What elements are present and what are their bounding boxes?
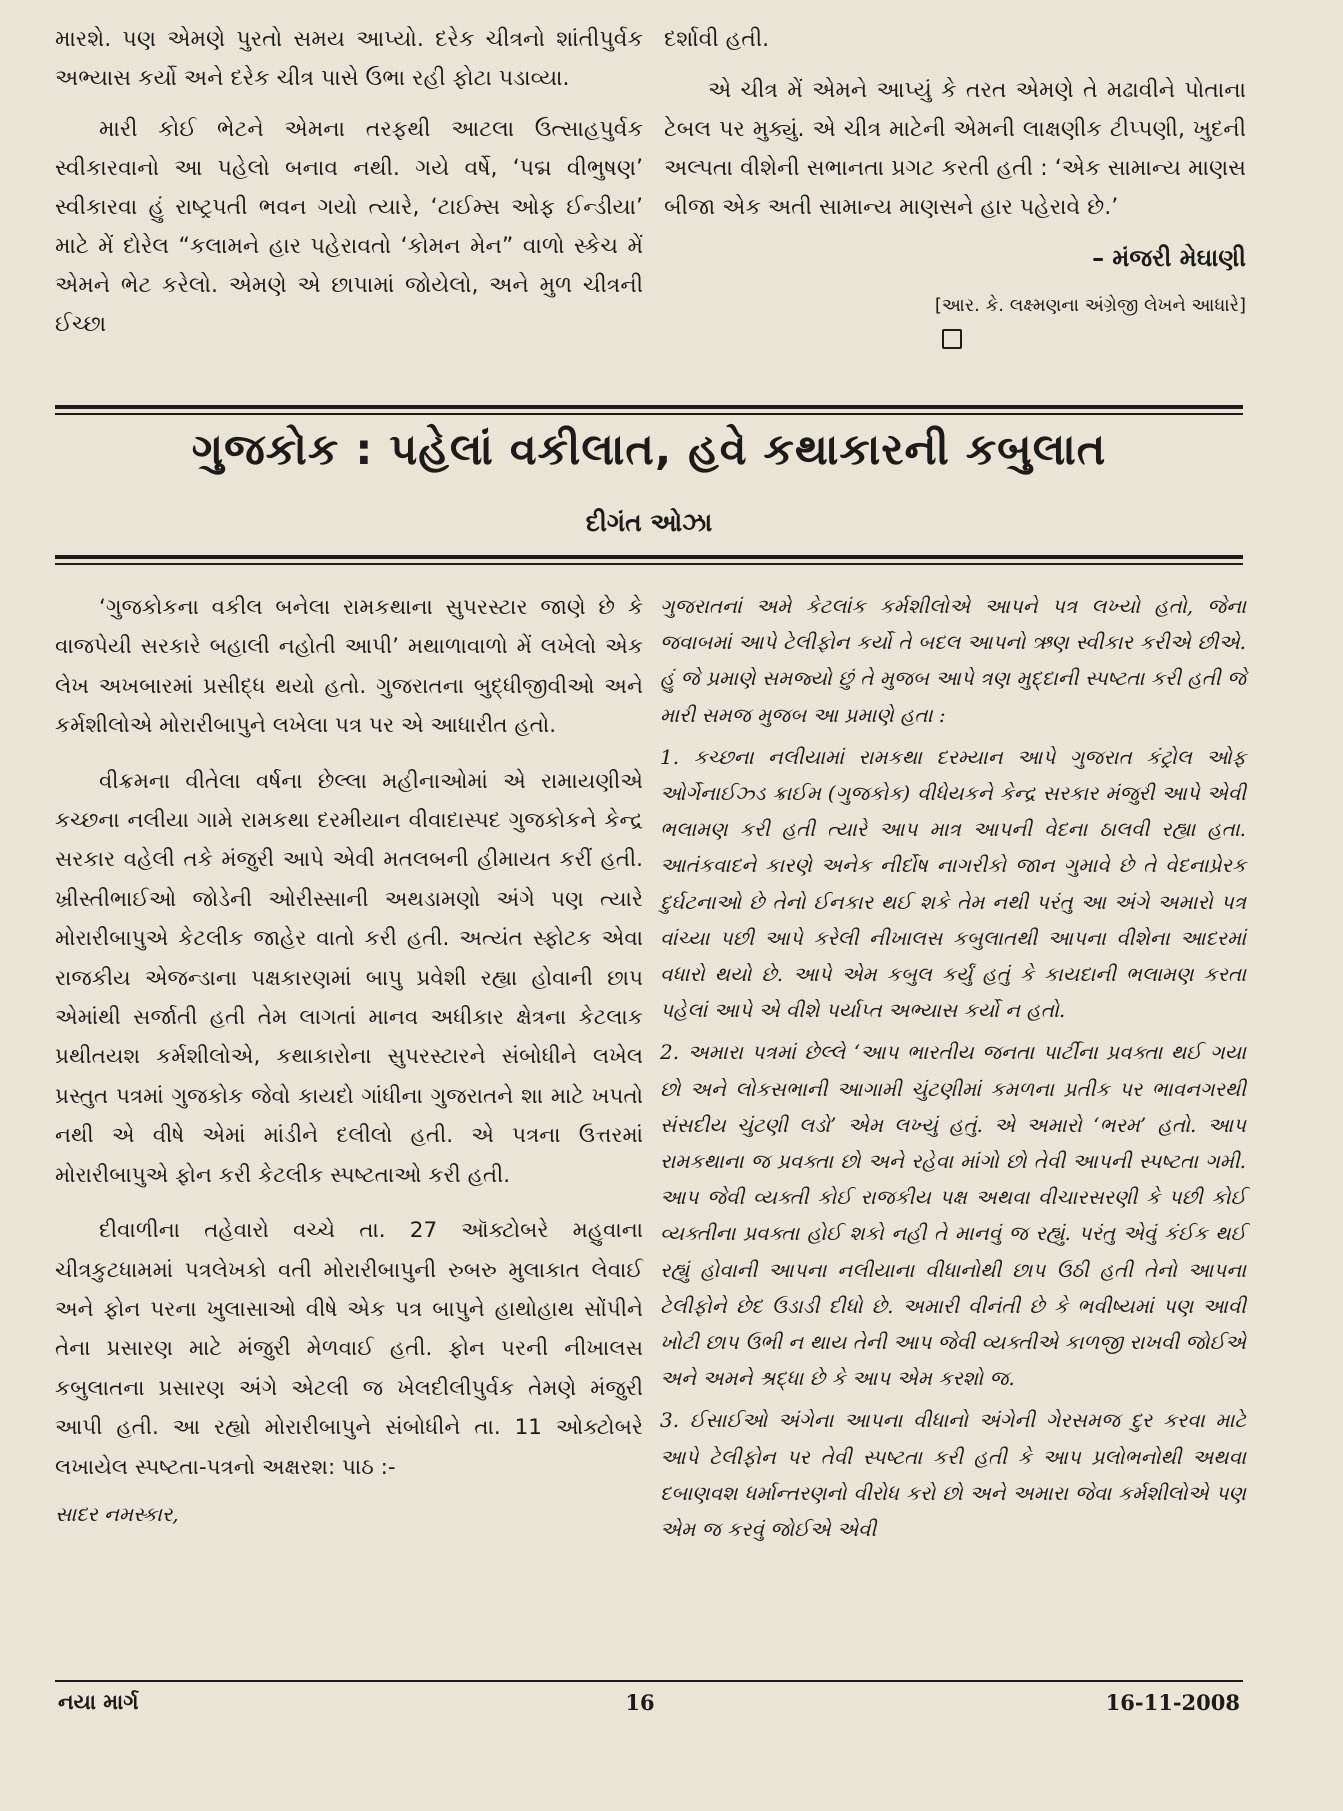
letter-point: 3. ઈસાઈઓ અંગેના આપના વીધાનો અંગેની ગેરસમજ દુર કરવા માટે આપે ટેલીફોન પર તેવી સ્પષ્ટતા કરી હતી કે આપ પ્રલોભનોથી અથવા દબાણવશ ધર્માન્તરણનો વીરોધ કરો છો અને અમારા જેવા કર્મશીલોએ પણ એમ જ કરવું જોઈએ એવી bbox=[660, 1408, 1246, 1542]
article-headline: ગુજકોક : પહેલાં વકીલાત, હવે કથાકારની કબુલાત bbox=[191, 425, 1107, 475]
previous-article-left-column bbox=[55, 20, 643, 344]
previous-article-signature: – મંજરી મેઘાણી bbox=[1092, 244, 1246, 272]
previous-article-source-note: [આર. કે. લક્ષ્મણના અંગ્રેજી લેખને આધારે] bbox=[934, 295, 1246, 316]
previous-article-paragraph: મારી કોઈ ભેટને એમના તરફથી આટલા ઉત્સાહપુર્વક સ્વીકારવાનો આ પહેલો બનાવ નથી. ગયે વર્ષે, ‘પદ્મ વીભુષણ’ સ્વીકારવા હું રાષ્ટ્રપતી ભવન ગયો ત્યારે, ‘ટાઈમ્સ ઓફ ઈન્ડીયા’ માટે મેં દોરેલ “કલામને હાર પહેરાવતો ‘કોમન મેન” વાળો સ્કેચ મેં એમને ભેટ કરેલો. એમણે એ છાપામાં જોયેલો, અને મુળ ચીત્રની ઈચ્છા bbox=[55, 117, 643, 337]
byline-divider-thin bbox=[55, 563, 1243, 565]
letter-paragraph: ગુજરાતનાં અમે કેટલાંક કર્મશીલોએ આપને પત્ર લખ્યો હતો, જેના જવાબમાં આપે ટેલીફોન કર્યો તે બદલ આપનો ઋણ સ્વીકાર કરીએ છીએ. હું જે પ્રમાણે સમજ્યો છું તે મુજબ આપે ત્રણ મુદ્દાની સ્પષ્ટતા કરી હતી જે મારી સમજ મુજબ આ પ્રમાણે હતા : bbox=[660, 594, 1246, 727]
end-of-article-box-icon bbox=[942, 329, 962, 349]
article-left-column bbox=[55, 588, 643, 1534]
previous-article-paragraph: મારશે. પણ એમણે પુરતો સમય આપ્યો. દરેક ચીત્રનો શાંતીપુર્વક અભ્યાસ કર્યો અને દરેક ચીત્ર પાસે ઉભા રહી ફોટા પડાવ્યા. bbox=[55, 27, 643, 91]
byline-divider-thick bbox=[55, 555, 1243, 559]
previous-article-paragraph: એ ચીત્ર મેં એમને આપ્યું કે તરત એમણે તે મઢાવીને પોતાના ટેબલ પર મુક્યું. એ ચીત્ર માટેની એમની લાક્ષણીક ટીપ્પણી, ખુદની અલ્પતા વીશેની સભાનતા પ્રગટ કરતી હતી : ‘એક સામાન્ય માણસ બીજા એક અતી સામાન્ય માણસને હાર પહેરાવે છે.’ bbox=[664, 78, 1246, 220]
issue-date: 16-11-2008 bbox=[1105, 1690, 1240, 1715]
previous-article-right-column bbox=[664, 20, 1246, 349]
page-number: 16 bbox=[625, 1690, 655, 1715]
section-divider-thick bbox=[55, 405, 1243, 409]
letter-point: 2. અમારા પત્રમાં છેલ્લે ‘આપ ભારતીય જનતા પાર્ટીના પ્રવક્તા થઈ ગયા છો અને લોકસભાની આગામી ચુંટણીમાં કમળના પ્રતીક પર ભાવનગરથી સંસદીય ચુંટણી લડો’ એમ લખ્યું હતું. એ અમારો ‘ભરમ’ હતો. આપ રામકથાના જ પ્રવક્તા છો અને રહેવા માંગો છો તેવી આપની સ્પષ્ટતા ગમી. આપ જેવી વ્યક્તી કોઈ રાજકીય પક્ષ અથવા વીચારસરણી કે પછી કોઈ વ્યક્તીના પ્રવક્તા હોઈ શકો નહી તે માનવું જ રહ્યું. પરંતુ એવું કંઈક થઈ રહ્યું હોવાની આપના નલીયાના વીધાનોથી છાપ ઉઠી હતી તેનો આપના ટેલીફોને છેદ ઉડાડી દીધો છે. અમારી વીનંતી છે કે ભવીષ્યમાં પણ આવી ખોટી છાપ ઉભી ન થાય તેની આપ જેવી વ્યક્તીએ કાળજી રાખવી જોઈએ અને અમને શ્રદ્ધા છે કે આપ એમ કરશો જ. bbox=[660, 1040, 1246, 1391]
letter-salutation: સાદર નમસ્કાર, bbox=[55, 1501, 179, 1526]
article-right-column bbox=[660, 588, 1246, 1547]
publication-name: નયા માર્ગ bbox=[58, 1690, 139, 1714]
article-paragraph: ‘ગુજકોકના વકીલ બનેલા રામકથાના સુપરસ્ટાર જાણે છે કે વાજપેયી સરકારે બહાલી નહોતી આપી’ મથાળાવાળો મેં લખેલો એક લેખ અખબારમાં પ્રસીદ્ધ થયો હતો. ગુજરાતના બુદ્ધીજીવીઓ અને કર્મશીલોએ મોરારીબાપુને લખેલા પત્ર પર એ આધારીત હતો. bbox=[55, 595, 643, 739]
previous-article-paragraph: દર્શાવી હતી. bbox=[664, 27, 770, 52]
footer-divider bbox=[55, 1680, 1243, 1682]
article-paragraph: દીવાળીના તહેવારો વચ્ચે તા. 27 ઑક્ટોબરે મહુવાના ચીત્રકુટધામમાં પત્રલેખકો વતી મોરારીબાપુની રુબરુ મુલાકાત લેવાઈ અને ફોન પરના ખુલાસાઓ વીષે એક પત્ર બાપુને હાથોહાથ સોંપીને તેના પ્રસારણ માટે મંજુરી મેળવાઈ હતી. ફોન પરની નીખાલસ કબુલાતના પ્રસારણ અંગે એટલી જ ખેલદીલીપુર્વક તેમણે મંજુરી આપી હતી. આ રહ્યો મોરારીબાપુને સંબોધીને તા. 11 ઓક્ટોબરે લખાયેલ સ્પષ્ટતા-પત્રનો અક્ષરશ: પાઠ :- bbox=[55, 1218, 643, 1480]
section-divider-thin bbox=[55, 413, 1243, 415]
article-paragraph: વીક્રમના વીતેલા વર્ષના છેલ્લા મહીનાઓમાં એ રામાયણીએ કચ્છના નલીયા ગામે રામકથા દરમીયાન વીવાદાસ્પદ ગુજકોકને કેન્દ્ર સરકાર વહેલી તકે મંજુરી આપે એવી મતલબની હીમાયત કરીં હતી. ખ્રીસ્તીભાઈઓ જોડેની ઓરીસ્સાની અથડામણો અંગે પણ ત્યારે મોરારીબાપુએ કેટલીક જાહેર વાતો કરી હતી. અત્યંત સ્ફોટક એવા રાજકીય એજન્ડાના પક્ષકારણમાં બાપુ પ્રવેશી રહ્યા હોવાની છાપ એમાંથી સર્જાતી હતી તેમ લાગતાં માનવ અધીકાર ક્ષેત્રના કેટલાક પ્રથીતયશ કર્મશીલોએ, કથાકારોના સુપરસ્ટારને સંબોધીને લખેલ પ્રસ્તુત પત્રમાં ગુજકોક જેવો કાયદો ગાંધીના ગુજરાતને શા માટે ખપતો નથી એ વીષે એમાં માંડીને દલીલો હતી. એ પત્રના ઉત્તરમાં મોરારીબાપુએ ફોન કરી કેટલીક સ્પષ્ટતાઓ કરી હતી. bbox=[55, 768, 643, 1188]
letter-point: 1. કચ્છના નલીયામાં રામકથા દરમ્યાન આપે ગુજરાત કંટ્રોલ ઓફ ઓર્ગેનાઈઝ્ડ ક્રાઈમ (ગુજકોક) વીધેયકને કેન્દ્ર સરકાર મંજુરી આપે એવી ભલામણ કરી હતી ત્યારે આપ માત્ર આપની વેદના ઠાલવી રહ્યા હતા. આતંકવાદને કારણે અનેક નીર્દોષ નાગરીકો જાન ગુમાવે છે તે વેદનાપ્રેરક દુર્ઘટનાઓ છે તેનો ઈનકાર થઈ શકે તેમ નથી પરંતુ આ અંગે અમારો પત્ર વાંચ્યા પછી આપે કરેલી નીખાલસ કબુલાતથી આપના વીશેના આદરમાં વધારો થયો છે. આપે એમ કબુલ કર્યું હતું કે કાયદાની ભલામણ કરતા પહેલાં આપે એ વીશે પર્યાપ્ત અભ્યાસ કર્યો ન હતો. bbox=[660, 744, 1246, 1023]
article-byline: દીગંત ઓઝા bbox=[585, 508, 713, 537]
